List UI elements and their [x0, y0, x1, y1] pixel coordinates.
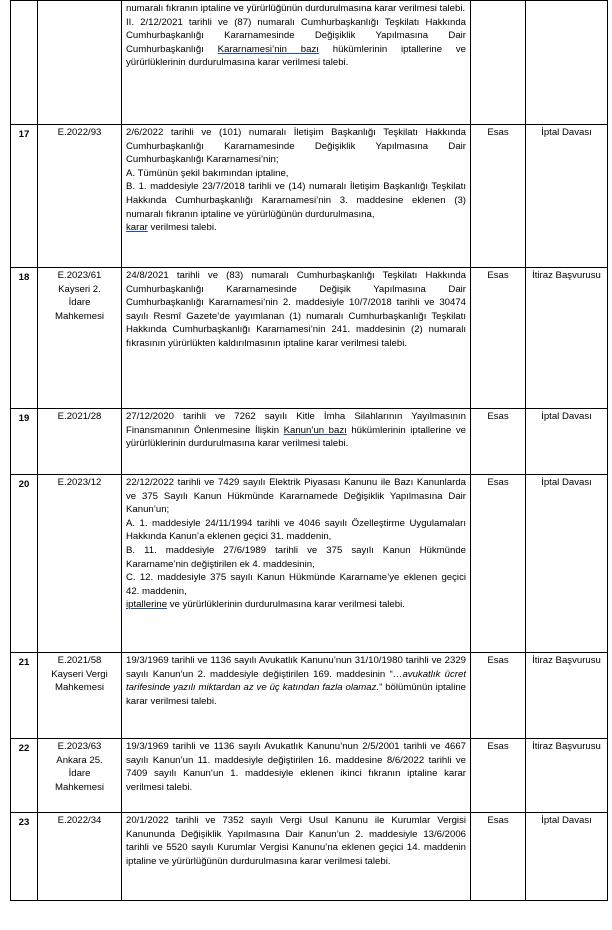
case-number — [38, 653, 122, 739]
table-row — [11, 268, 608, 409]
subject-paragraph — [126, 126, 466, 167]
subject-text: II. 2/12/2021 tarihli ve (87) numaralı Cumhurbaşkanlığı Teşkilatı Hakkında Cumhurbaşkanlığı Kararnamesinde Değişiklik Yapılmasına Dair Cumhurbaşkanlığı — [126, 16, 466, 55]
row-number — [11, 1, 38, 125]
subject-text: ve yürürlüklerinin durdurulmasına karar verilmesi talebi. — [167, 599, 405, 611]
case-number-line: E.2021/28 — [57, 411, 102, 422]
underlined-text: iptallerine — [126, 599, 168, 611]
subject-paragraph — [126, 221, 466, 235]
cases-table — [10, 0, 608, 901]
case-number — [38, 268, 122, 409]
case-subject — [122, 813, 471, 901]
subject-text: A. Tümünün şekil bakımından iptaline, — [126, 167, 289, 179]
case-number — [38, 739, 122, 813]
case-number — [38, 813, 122, 901]
case-subject — [122, 475, 471, 653]
subject-paragraph — [126, 654, 466, 708]
subject-paragraph — [126, 180, 466, 221]
row-number: 17 — [11, 125, 38, 268]
case-subject — [122, 409, 471, 475]
table-row — [11, 1, 608, 125]
subject-text: C. 12. maddesiyle 375 sayılı Kanun Hükmünde Kararname’ye eklenen geçici 42. maddenin, — [126, 572, 466, 597]
case-number-line: Kayseri Vergi — [51, 668, 108, 680]
subject-text: 24/8/2021 tarihli ve (83) numaralı Cumhurbaşkanlığı Teşkilatı Hakkında Cumhurbaşkanlığı Kararnamesinde Değişik Yapılmasına Dair Cumhurbaşkanlığı Kararnamesi’nin 2. maddesiyle 10/7/2018 tarihli ve 30474 sayılı Resmî Gazete’de yayımlanan (1) numaralı Cumhurbaşkanlığı Teşkilatı Hakkında Cumhurbaşkanlığı Kararnamesi’nin 241. maddesinin (2) numaralı fıkrasının yürürlükten kaldırılmasının iptaline karar verilmesi talebi. — [126, 270, 466, 349]
subject-text: 20/1/2022 tarihli ve 7352 sayılı Vergi Usul Kanunu ile Kurumlar Vergisi Kanununda Değişiklik Yapılmasına Dair Kanun’un 2. maddesiyle 13/6/2006 tarihli ve 5520 sayılı Kurumlar Vergisi Kanunu’na eklenen geçici 14. maddenin iptaline ve yürürlüğünün durdurulmasına karar verilmesi talebi. — [126, 815, 466, 867]
application-type: İptal Davası — [526, 125, 608, 268]
table-row — [11, 409, 608, 475]
row-number: 19 — [11, 409, 38, 475]
table-row — [11, 739, 608, 813]
docket-kind: Esas — [471, 409, 526, 475]
docket-kind — [471, 1, 526, 125]
subject-text: numaralı fıkranın iptaline ve yürürlüğünün durdurulmasına karar verilmesi talebi. — [126, 3, 466, 14]
case-number — [38, 409, 122, 475]
table-row — [11, 653, 608, 739]
case-number-line: Mahkemesi — [54, 781, 105, 793]
underlined-text: karar — [126, 222, 148, 234]
case-number-line: E.2021/58 — [57, 655, 102, 666]
docket-kind: Esas — [471, 268, 526, 409]
subject-paragraph — [126, 740, 466, 794]
case-number-line: E.2023/12 — [57, 477, 102, 488]
subject-paragraph — [126, 167, 466, 181]
case-number-line: E.2022/93 — [57, 127, 102, 138]
cases-table-body — [11, 1, 608, 901]
subject-text: 2/6/2022 tarihli ve (101) numaralı İletişim Başkanlığı Teşkilatı Hakkında Cumhurbaşkanlığı Kararnamesinde Değişiklik Yapılmasına Dair Cumhurbaşkanlığı Kararnamesi’nin; — [126, 127, 466, 166]
underlined-text: Kanun’un bazı — [283, 424, 347, 436]
subject-text: hükümlerinin iptallerine ve yürürlüklerinin durdurulmasına karar verilmesi talebi. — [126, 43, 466, 69]
subject-paragraph — [126, 571, 466, 598]
case-number-line: Kayseri 2. — [58, 283, 101, 295]
application-type: İtiraz Başvurusu — [526, 653, 608, 739]
case-number-line: İdare — [68, 297, 91, 309]
case-number-line: Mahkemesi — [54, 682, 105, 694]
subject-text: ” bölümünün iptaline karar verilmesi talebi. — [126, 682, 466, 707]
row-number: 20 — [11, 475, 38, 653]
subject-paragraph — [126, 517, 466, 544]
subject-text: 19/3/1969 tarihli ve 1136 sayılı Avukatlık Kanunu’nun 31/10/1980 tarihli ve 2329 sayılı Kanun’un 2. maddesiyle değiştirilen 169. maddesinin “ — [126, 655, 466, 680]
subject-text: 22/12/2022 tarihli ve 7429 sayılı Elektrik Piyasası Kanunu ile Bazı Kanunlarda ve 375 Sayılı Kanun Hükmünde Kararnamede Değişiklik Yapılmasına Dair Kanun’un; — [126, 477, 466, 516]
case-subject — [122, 268, 471, 409]
subject-paragraph — [126, 2, 466, 16]
docket-kind: Esas — [471, 813, 526, 901]
application-type: İptal Davası — [526, 813, 608, 901]
row-number: 23 — [11, 813, 38, 901]
table-row — [11, 813, 608, 901]
application-type: İptal Davası — [526, 475, 608, 653]
case-subject — [122, 125, 471, 268]
subject-text: hükümlerinin iptallerine ve yürürlüklerinin durdurulmasına karar verilmesi talebi. — [126, 424, 466, 450]
case-subject — [122, 739, 471, 813]
case-number-line: E.2023/63 — [57, 741, 102, 752]
docket-kind: Esas — [471, 739, 526, 813]
subject-text: verilmesi talebi. — [147, 222, 217, 234]
row-number: 18 — [11, 268, 38, 409]
application-type — [526, 1, 608, 125]
case-number — [38, 475, 122, 653]
subject-text: B. 11. maddesiyle 27/6/1989 tarihli ve 375 sayılı Kanun Hükmünde Kararname’nin değiştirilen ek 4. maddesinin, — [126, 544, 466, 570]
case-number-line: Ankara 25. — [56, 754, 103, 766]
application-type: İptal Davası — [526, 409, 608, 475]
table-row — [11, 125, 608, 268]
case-number-line: E.2022/34 — [57, 815, 102, 826]
subject-paragraph — [126, 814, 466, 868]
case-number — [38, 1, 122, 125]
underlined-text: Kararnamesi’nin bazı — [217, 43, 319, 55]
docket-kind: Esas — [471, 475, 526, 653]
quoted-text: …avukatlık ücret tarifesinde yazılı miktardan az ve üç katından fazla olamaz. — [126, 668, 466, 694]
subject-text: B. 1. maddesiyle 23/7/2018 tarihli ve (14) numaralı İletişim Başkanlığı Teşkilatı Hakkında Cumhurbaşkanlığı Kararnamesi’nin 3. maddesine eklenen (3) numaralı fıkranın iptaline ve yürürlüğünün durdurulmasına, — [126, 181, 466, 220]
case-number-line: İdare — [68, 768, 91, 780]
case-number-line: Mahkemesi — [54, 310, 105, 322]
subject-text: A. 1. maddesiyle 24/11/1994 tarihli ve 4046 sayılı Özelleştirme Uygulamaları Hakkında Kanun’a eklenen geçici 31. maddenin, — [126, 517, 466, 543]
subject-text: 27/12/2020 tarihli ve 7262 sayılı Kitle İmha Silahlarının Yayılmasının Finansmanının Önlenmesine İlişkin — [126, 411, 466, 436]
application-type: İtiraz Başvurusu — [526, 268, 608, 409]
row-number: 22 — [11, 739, 38, 813]
docket-kind: Esas — [471, 125, 526, 268]
case-number-line: E.2023/61 — [57, 270, 102, 281]
docket-kind: Esas — [471, 653, 526, 739]
subject-paragraph — [126, 410, 466, 451]
subject-paragraph — [126, 16, 466, 70]
application-type: İtiraz Başvurusu — [526, 739, 608, 813]
table-row — [11, 475, 608, 653]
subject-paragraph — [126, 544, 466, 571]
case-subject — [122, 653, 471, 739]
case-subject — [122, 1, 471, 125]
row-number: 21 — [11, 653, 38, 739]
case-number — [38, 125, 122, 268]
subject-text: 19/3/1969 tarihli ve 1136 sayılı Avukatlık Kanunu’nun 2/5/2001 tarihli ve 4667 sayılı Kanun’un 11. maddesiyle değiştirilen 16. maddesine 8/6/2022 tarihli ve 7409 sayılı Kanun’un 1. maddesiyle eklenen ikinci fıkranın iptaline karar verilmesi talebi. — [126, 741, 466, 793]
subject-paragraph — [126, 476, 466, 517]
subject-paragraph — [126, 269, 466, 351]
subject-paragraph — [126, 598, 466, 612]
